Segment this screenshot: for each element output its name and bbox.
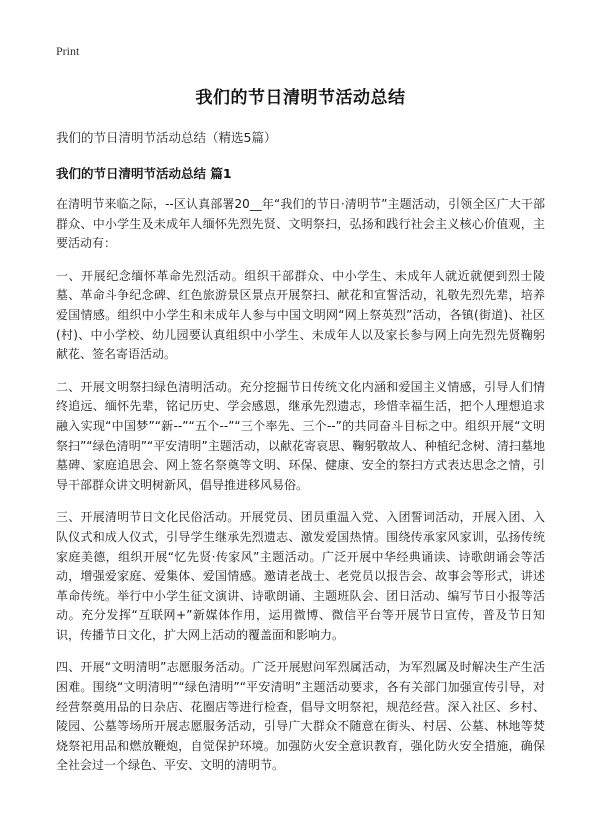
document-title: 我们的节日清明节活动总结: [195, 88, 406, 108]
section-heading: 我们的节日清明节活动总结 篇1: [56, 166, 232, 181]
paragraph-item-3: 三、开展清明节日文化民俗活动。开展党员、团员重温入党、入团誓词活动，开展入团、入队仪式和成人仪式，引导学生继承先烈遗志、激发爱国热情。围绕传承家风家训，弘扬传统家庭美德，组织开展“忆先贤·传家风”主题活动。广泛开展中华经典诵读、诗歌朗诵会等活动，增强爱家庭、爱集体、爱国情感。邀请老战士、老党员以报告会、故事会等形式，讲述革命传统。举行中小学生征文演讲、诗歌朗诵、主题班队会、团日活动、编写节日小报等活动。充分发挥“互联网+”新媒体作用，运用微博、微信平台等开展节日宣传，普及节日知识，传播节日文化，扩大网上活动的覆盖面和影响力。: [56, 510, 545, 642]
print-link[interactable]: Print: [56, 44, 80, 58]
paragraph-item-2: 二、开展文明祭扫绿色清明活动。充分挖掘节日传统文化内涵和爱国主义情感，引导人们情终追远、缅怀先辈，铭记历史、学会感恩，继承先烈遗志，珍惜幸福生活，把个人理想追求融入实现“中国梦”“新--”“五个--”“三个率先、三个--”的共同奋斗目标之中。组织开展“文明祭扫”“绿色清明”“平安清明”主题活动，以献花寄哀思、鞠躬敬故人、种植纪念树、清扫墓地墓碑、家庭追思会、网上签名祭奠等文明、环保、健康、安全的祭扫方式表达思念之情，引导干部群众讲文明树新风，倡导推进移风易俗。: [56, 379, 545, 492]
document-subtitle: 我们的节日清明节活动总结（精选5篇）: [56, 130, 277, 145]
top-spacer: [56, 44, 545, 45]
paragraph-intro: 在清明节来临之际，--区认真部署20__年“我们的节日·清明节”主题活动，引领全区广大干部群众、中小学生及未成年人缅怀先烈先贤、文明祭扫，弘扬和践行社会主义核心价值观，主要活动有：: [56, 197, 545, 251]
paragraph-item-1: 一、开展纪念缅怀革命先烈活动。组织干部群众、中小学生、未成年人就近就便到烈士陵墓、革命斗争纪念碑、红色旅游景区景点开展祭扫、献花和宣誓活动，礼敬先烈先辈，培养爱国情感。组织中小学生和未成年人参与中国文明网“网上祭英烈”活动，各镇(街道)、社区(村)、中小学校、幼儿园要认真组织中小学生、未成年人以及家长参与网上向先烈先贤鞠躬献花、签名寄语活动。: [56, 268, 545, 362]
paragraph-item-4: 四、开展“文明清明”志愿服务活动。广泛开展慰问军烈属活动，为军烈属及时解决生产生活困难。围绕“文明清明”“绿色清明”“平安清明”主题活动要求，各有关部门加强宣传引导，对经营祭奠用品的日杂店、花圈店等进行检查，倡导文明祭祀，规范经营。深入社区、乡村、陵园、公墓等场所开展志愿服务活动，引导广大群众不随意在街头、村居、公墓、林地等焚烧祭祀用品和燃放鞭炮，自觉保护环境。加强防火安全意识教育，强化防火安全措施，确保全社会过一个绿色、平安、文明的清明节。: [56, 660, 545, 773]
